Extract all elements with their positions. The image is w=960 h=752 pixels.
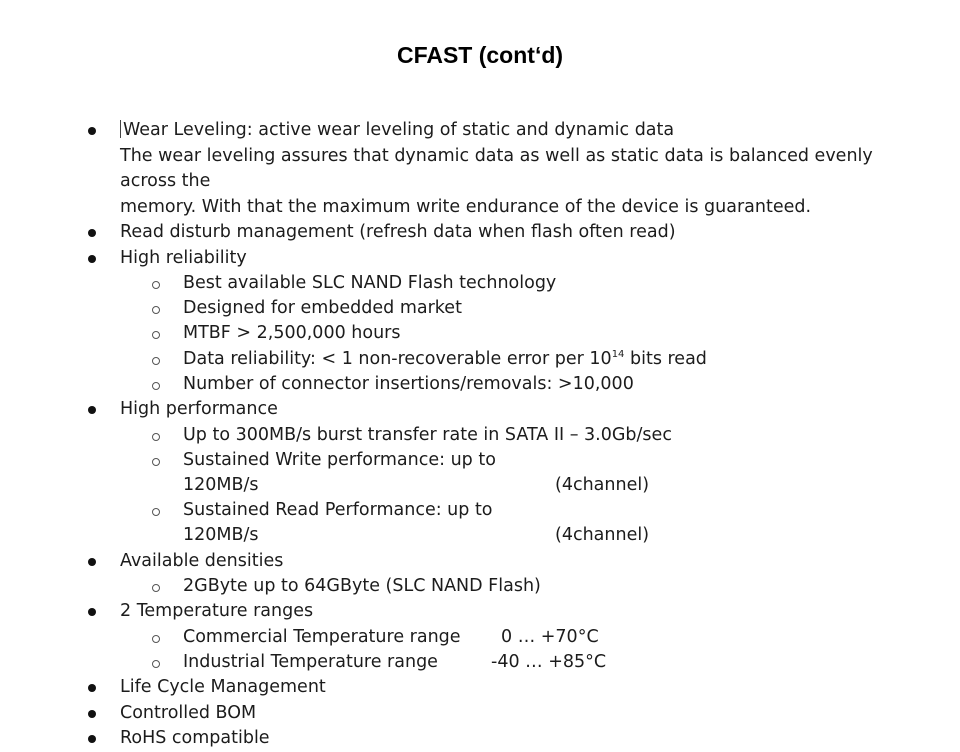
sub-bullet-circle-icon: [152, 584, 160, 592]
wear-leveling-desc-line-1: The wear leveling assures that dynamic data as well as static data is balanced evenly across the: [120, 145, 873, 191]
rohs-text: RoHS compatible: [120, 728, 270, 749]
sub-item-mtbf: [88, 321, 908, 346]
sub-bullet-circle-icon: [152, 458, 160, 466]
slide-title: CFAST (cont‘d): [396, 42, 564, 68]
high-performance-heading: High performance: [120, 399, 278, 420]
sub-bullet-circle-icon: [152, 281, 160, 289]
sub-item-density-range: [88, 574, 908, 599]
controlled-bom-text: Controlled BOM: [120, 702, 257, 723]
bullet-dot-icon: [88, 255, 96, 263]
life-cycle-text: Life Cycle Management: [120, 677, 326, 698]
sustained-read-note: (4channel): [555, 525, 650, 546]
sub-item-text: Up to 300MB/s burst transfer rate in SATA II – 3.0Gb/sec: [183, 424, 672, 445]
bullet-wear-leveling: [88, 118, 908, 220]
bullet-dot-icon: [88, 558, 96, 566]
sub-bullet-circle-icon: [152, 382, 160, 390]
industrial-temp-label: Industrial Temperature range: [183, 651, 438, 672]
sub-bullet-circle-icon: [152, 357, 160, 365]
temperature-ranges-heading: 2 Temperature ranges: [120, 601, 314, 622]
bullet-dot-icon: [88, 406, 96, 414]
sub-item-sustained-write: [88, 448, 908, 498]
sub-item-connector-insertions: [88, 372, 908, 397]
bullet-read-disturb: [88, 220, 908, 246]
sub-bullet-circle-icon: [152, 660, 160, 668]
read-disturb-text: Read disturb management (refresh data when flash often read): [120, 222, 676, 242]
sub-bullet-circle-icon: [152, 508, 160, 516]
bullet-controlled-bom: [88, 701, 908, 727]
sub-bullet-circle-icon: [152, 635, 160, 643]
data-reliability-text: Data reliability: < 1 non-recoverable error per 10: [183, 348, 612, 369]
bullet-temperature-ranges: [88, 599, 908, 625]
sub-item-data-reliability: [88, 347, 908, 372]
bullet-life-cycle: [88, 675, 908, 701]
commercial-temp-label: Commercial Temperature range: [183, 626, 461, 647]
sub-item-text: MTBF > 2,500,000 hours: [183, 323, 401, 344]
commercial-temp-value: 0 … +70°C: [501, 626, 599, 647]
bullet-high-reliability: [88, 246, 908, 272]
sub-item-burst-rate: [88, 423, 908, 448]
bullet-dot-icon: [88, 710, 96, 718]
sub-item-slc-technology: [88, 271, 908, 296]
bullet-dot-icon: [88, 608, 96, 616]
wear-leveling-desc-line-2: memory. With that the maximum write endurance of the device is guaranteed.: [120, 196, 812, 217]
bullet-rohs: [88, 726, 908, 752]
bullet-list: [88, 118, 908, 752]
sub-bullet-circle-icon: [152, 306, 160, 314]
bullet-dot-icon: [88, 735, 96, 743]
sustained-read-label: Sustained Read Performance: up to 120MB/s: [183, 500, 493, 546]
sub-bullet-circle-icon: [152, 433, 160, 441]
text-cursor: [120, 120, 121, 138]
sub-item-text: 2GByte up to 64GByte (SLC NAND Flash): [183, 576, 541, 597]
available-densities-heading: Available densities: [120, 550, 284, 571]
sub-item-text: Designed for embedded market: [183, 298, 462, 319]
sustained-write-label: Sustained Write performance: up to 120MB/s: [183, 449, 496, 495]
sustained-write-note: (4channel): [555, 474, 650, 495]
data-reliability-exponent: 14: [611, 348, 625, 360]
sub-item-commercial-temp: [88, 625, 908, 650]
sub-item-embedded-market: [88, 296, 908, 321]
bullet-dot-icon: [88, 229, 96, 237]
bullet-dot-icon: [88, 127, 96, 135]
sub-item-industrial-temp: [88, 650, 908, 675]
wear-leveling-heading: Wear Leveling: active wear leveling of static and dynamic data: [123, 120, 675, 140]
sub-item-sustained-read: [88, 498, 908, 548]
bullet-high-performance: [88, 397, 908, 423]
bullet-dot-icon: [88, 684, 96, 692]
sub-item-text: Number of connector insertions/removals: >10,000: [183, 373, 634, 394]
sub-item-text: Best available SLC NAND Flash technology: [183, 273, 557, 293]
industrial-temp-value: -40 … +85°C: [491, 651, 607, 672]
data-reliability-suffix: bits read: [624, 348, 707, 369]
sub-bullet-circle-icon: [152, 331, 160, 339]
bullet-available-densities: [88, 549, 908, 575]
high-reliability-heading: High reliability: [120, 247, 247, 268]
